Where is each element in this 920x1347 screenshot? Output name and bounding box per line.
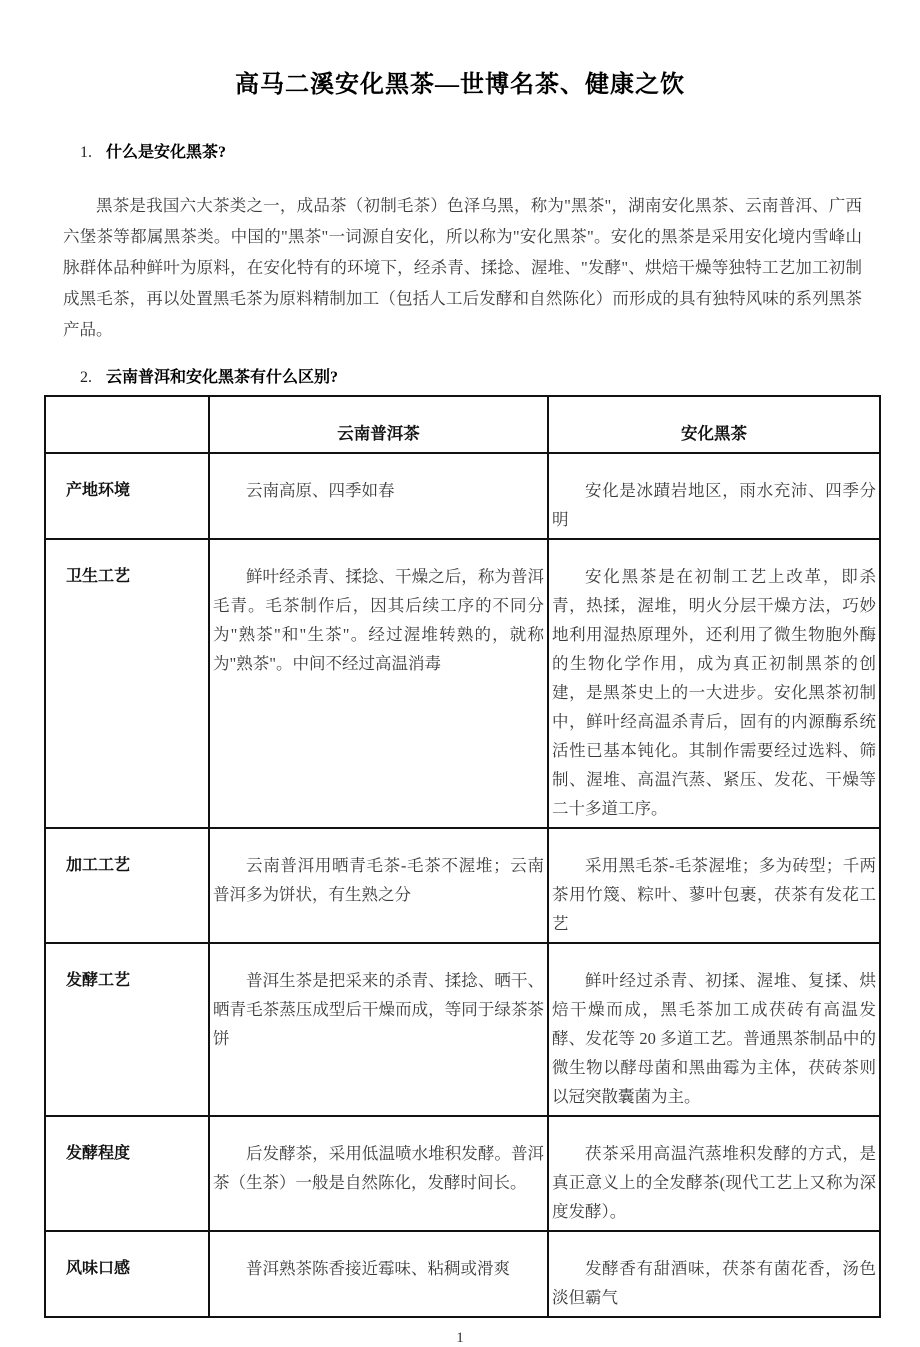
puer-cell xyxy=(209,1231,548,1317)
puer-cell-text: 鲜叶经杀青、揉捻、干燥之后，称为普洱毛青。毛茶制作后，因其后续工序的不同分为"熟茶"和"生茶"。经过渥堆转熟的，就称为"熟茶"。中间不经过高温消毒 xyxy=(213,567,544,673)
table-header-row xyxy=(45,396,880,453)
row-label: 风味口感 xyxy=(45,1231,209,1317)
header-anhua-cell: 安化黑茶 xyxy=(548,396,880,453)
table-row-flavor xyxy=(45,1231,880,1317)
anhua-cell-text: 采用黑毛茶-毛茶渥堆；多为砖型；千两茶用竹篾、粽叶、蓼叶包裹，茯茶有发花工艺 xyxy=(552,856,876,933)
row-label: 加工工艺 xyxy=(45,828,209,943)
puer-cell xyxy=(209,453,548,539)
section-2-heading-text: 云南普洱和安化黑茶有什么区别? xyxy=(106,369,339,386)
anhua-cell xyxy=(548,1116,880,1231)
table-row-hygiene xyxy=(45,539,880,828)
puer-cell-text: 普洱熟茶陈香接近霉味、粘稠或滑爽 xyxy=(246,1259,510,1278)
table-row-processing xyxy=(45,828,880,943)
section-1-number: 1. xyxy=(80,144,92,161)
puer-cell xyxy=(209,1116,548,1231)
table-row-fermentation-craft xyxy=(45,943,880,1116)
puer-cell xyxy=(209,539,548,828)
row-label: 发酵程度 xyxy=(45,1116,209,1231)
anhua-cell xyxy=(548,453,880,539)
header-puer-cell: 云南普洱茶 xyxy=(209,396,548,453)
anhua-cell-text: 鲜叶经过杀青、初揉、渥堆、复揉、烘焙干燥而成，黑毛茶加工成茯砖有高温发酵、发花等 20 多道工艺。普通黑茶制品中的微生物以酵母菌和黑曲霉为主体，茯砖茶则以冠突散囊菌为主。 xyxy=(552,971,876,1106)
anhua-cell xyxy=(548,943,880,1116)
anhua-cell-text: 安化黑茶是在初制工艺上改革，即杀青，热揉，渥堆，明火分层干燥方法，巧妙地利用湿热原理外，还利用了微生物胞外酶的生物化学作用，成为真正初制黑茶的创建，是黑茶史上的一大进步。安化黑茶初制中，鲜叶经高温杀青后，固有的内源酶系统活性已基本钝化。其制作需要经过选料、筛制、渥堆、高温汽蒸、紧压、发花、干燥等二十多道工序。 xyxy=(552,567,876,818)
anhua-cell xyxy=(548,1231,880,1317)
page-number: 1 xyxy=(456,1330,464,1346)
section-1-heading-text: 什么是安化黑茶? xyxy=(106,144,227,161)
section-2-number: 2. xyxy=(80,369,92,386)
puer-cell-text: 普洱生茶是把采来的杀青、揉捻、晒干、晒青毛茶蒸压成型后干燥而成，等同于绿茶茶饼 xyxy=(213,971,544,1048)
header-empty-cell xyxy=(45,396,209,453)
comparison-table xyxy=(44,395,881,1318)
table-row-fermentation-degree xyxy=(45,1116,880,1231)
row-label: 卫生工艺 xyxy=(45,539,209,828)
anhua-cell-text: 发酵香有甜酒味，茯茶有菌花香，汤色淡但霸气 xyxy=(552,1259,876,1307)
anhua-cell xyxy=(548,539,880,828)
puer-cell-text: 后发酵茶，采用低温喷水堆积发酵。普洱茶（生茶）一般是自然陈化，发酵时间长。 xyxy=(213,1144,544,1192)
puer-cell xyxy=(209,828,548,943)
row-label: 发酵工艺 xyxy=(45,943,209,1116)
puer-cell xyxy=(209,943,548,1116)
section-1-heading xyxy=(80,142,920,164)
document-title: 高马二溪安化黑茶—世博名茶、健康之饮 xyxy=(235,72,685,98)
anhua-cell-text: 茯茶采用高温汽蒸堆积发酵的方式，是真正意义上的全发酵茶(现代工艺上又称为深度发酵）。 xyxy=(552,1144,876,1221)
anhua-cell-text: 安化是冰蹟岩地区，雨水充沛、四季分明 xyxy=(552,481,876,529)
puer-cell-text: 云南普洱用晒青毛茶-毛茶不渥堆；云南普洱多为饼状，有生熟之分 xyxy=(213,856,544,904)
table-row-origin xyxy=(45,453,880,539)
intro-paragraph: 黑茶是我国六大茶类之一，成品茶（初制毛茶）色泽乌黑，称为"黑茶"，湖南安化黑茶、云南普洱、广西六堡茶等都属黑茶类。中国的"黑茶"一词源自安化，所以称为"安化黑茶"。安化的黑茶是采用安化境内雪峰山脉群体品种鲜叶为原料，在安化特有的环境下，经杀青、揉捻、渥堆、"发酵"、烘焙干燥等独特工艺加工初制成黑毛茶，再以处置黑毛茶为原料精制加工（包括人工后发酵和自然陈化）而形成的具有独特风味的系列黑茶产品。 xyxy=(63,196,862,339)
puer-cell-text: 云南高原、四季如春 xyxy=(246,481,395,500)
section-2-heading xyxy=(80,367,920,389)
anhua-cell xyxy=(548,828,880,943)
row-label: 产地环境 xyxy=(45,453,209,539)
